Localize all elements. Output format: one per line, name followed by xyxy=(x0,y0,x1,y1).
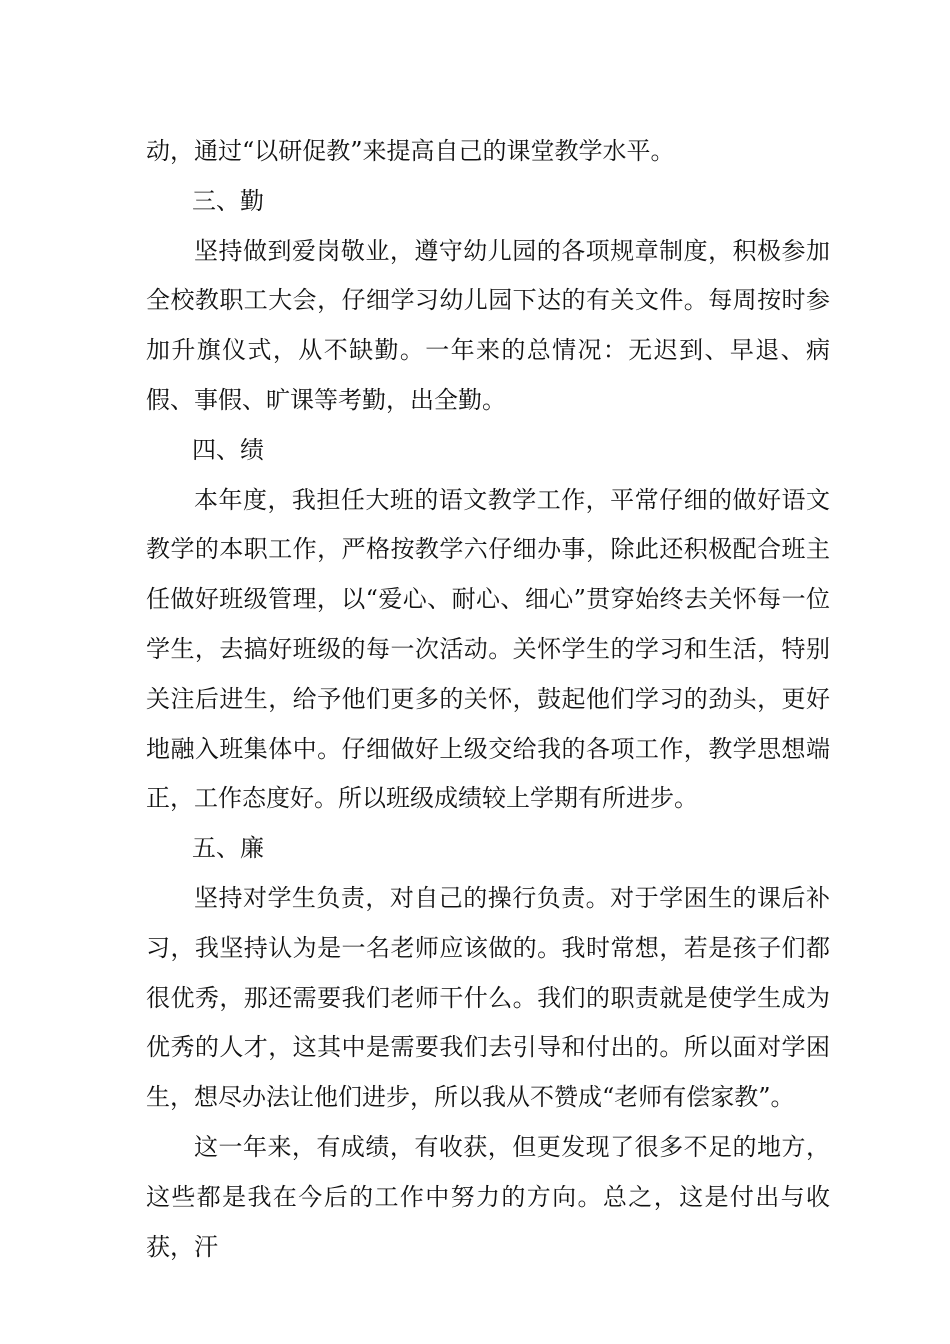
paragraph-continuation: 动，通过“以研促教”来提高自己的课堂教学水平。 xyxy=(146,137,675,165)
section-heading-lian: 五、廉 xyxy=(192,834,264,863)
paragraph-diligence: 坚持做到爱岗敬业，遵守幼儿园的各项规章制度，积极参加全校教职工大会，仔细学习幼儿园下达的有关文件。每周按时参加升旗仪式，从不缺勤。一年来的总情况：无迟到、早退、病假、事假、旷课等考勤，出全勤。 xyxy=(146,236,830,414)
paragraph-achievement: 本年度，我担任大班的语文教学工作，平常仔细的做好语文教学的本职工作，严格按教学六仔细办事，除此还积极配合班主任做好班级管理，以“爱心、耐心、细心”贯穿始终去关怀每一位学生，去搞好班级的每一次活动。关怀学生的学习和生活，特别关注后进生，给予他们更多的关怀，鼓起他们学习的劲头，更好地融入班集体中。仔细做好上级交给我的各项工作，教学思想端正，工作态度好。所以班级成绩较上学期有所进步。 xyxy=(146,485,830,813)
document-body xyxy=(146,127,830,1272)
paragraph-summary: 这一年来，有成绩，有收获，但更发现了很多不足的地方，这些都是我在今后的工作中努力的方向。总之，这是付出与收获，汗 xyxy=(146,1132,830,1261)
section-heading-ji: 四、绩 xyxy=(192,435,264,464)
paragraph-integrity: 坚持对学生负责，对自己的操行负责。对于学困生的课后补习，我坚持认为是一名老师应该做的。我时常想，若是孩子们都很优秀，那还需要我们老师干什么。我们的职责就是使学生成为优秀的人才，这其中是需要我们去引导和付出的。所以面对学困生，想尽办法让他们进步，所以我从不赞成“老师有偿家教”。 xyxy=(146,883,830,1112)
section-heading-qin: 三、勤 xyxy=(192,186,264,215)
